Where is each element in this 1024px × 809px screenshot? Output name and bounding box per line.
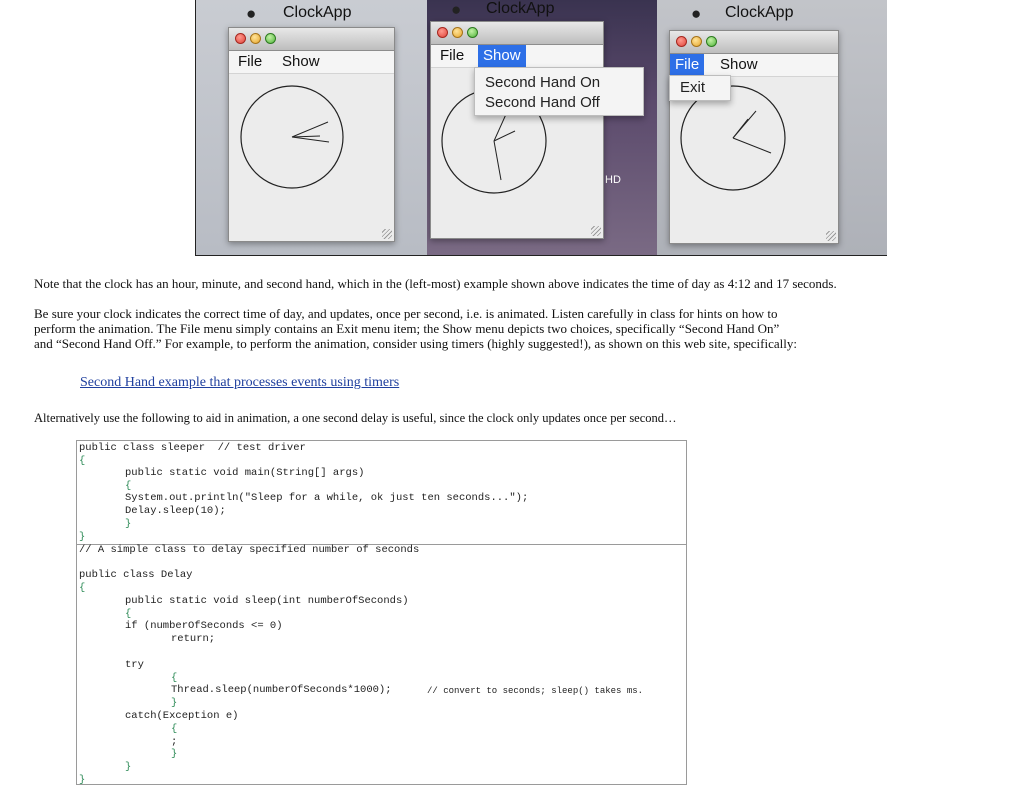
desktop-drive-label: HD [605,174,621,186]
menu-item-second-hand-on[interactable]: Second Hand On [485,74,601,91]
close-light-icon[interactable] [437,27,448,38]
clock-window-panel-2 [427,0,658,255]
code-line: if (numberOfSeconds <= 0) [125,620,283,632]
file-dropdown-menu [669,75,731,101]
paragraph-requirements-line-1: Be sure your clock indicates the correct time of day, and updates, once per second, i.e. is animated. Listen carefully in class for hints on how to [34,306,778,321]
apple-logo-icon[interactable]: ● [691,4,702,23]
resize-grip-icon[interactable] [826,231,836,241]
zoom-light-icon[interactable] [467,27,478,38]
code-line: public static void main(String[] args) [125,467,365,479]
window-titlebar[interactable] [670,31,838,54]
code-line: ; [171,736,178,748]
paragraph-alternative: Alternatively use the following to aid in animation, a one second delay is useful, since the clock only updates once per second… [34,411,677,425]
clock-window [430,21,604,239]
code-line: } [125,518,132,530]
code-line: Thread.sleep(numberOfSeconds*1000); [171,684,392,696]
zoom-light-icon[interactable] [265,33,276,44]
menu-file[interactable]: File [670,54,704,76]
menu-file[interactable]: File [440,47,465,64]
code-line: catch(Exception e) [125,710,239,722]
minimize-light-icon[interactable] [452,27,463,38]
code-line: public class sleeper // test driver [79,442,306,454]
code-comment-line: // A simple class to delay specified number of seconds [79,544,420,556]
menu-file[interactable]: File [238,53,263,70]
code-line: } [171,748,178,760]
apple-logo-icon[interactable]: ● [451,0,462,19]
close-light-icon[interactable] [676,36,687,47]
code-line: Delay.sleep(10); [125,505,226,517]
window-menubar [431,45,603,68]
paragraph-requirements-line-3: and “Second Hand Off.” For example, to perform the animation, consider using timers (highly suggested!), as shown on this web site, specifically: [34,336,797,351]
code-listing [76,440,687,785]
app-name[interactable]: ClockApp [283,4,352,21]
resize-grip-icon[interactable] [591,226,601,236]
app-menubar [657,0,887,28]
show-dropdown-menu [474,67,644,116]
clock-window-panel-1 [196,0,428,255]
close-light-icon[interactable] [235,33,246,44]
menu-show[interactable]: Show [720,56,758,73]
window-menubar [229,51,394,74]
window-titlebar[interactable] [229,28,394,51]
code-line: try [125,659,144,671]
app-menubar [196,0,427,28]
minimize-light-icon[interactable] [691,36,702,47]
code-line: } [171,697,178,709]
code-line: } [79,774,86,785]
screenshot-strip [195,0,887,256]
code-line: { [171,723,178,735]
menu-item-second-hand-off[interactable]: Second Hand Off [485,94,600,111]
code-line: public class Delay [79,569,193,581]
app-name[interactable]: ClockApp [725,4,794,21]
code-line: } [79,531,86,543]
zoom-light-icon[interactable] [706,36,717,47]
code-line: public static void sleep(int numberOfSeconds) [125,595,409,607]
code-line: } [125,761,132,773]
menu-show[interactable]: Show [282,53,320,70]
menu-show[interactable]: Show [478,45,526,67]
code-line: System.out.println("Sleep for a while, ok just ten seconds..."); [125,492,529,504]
clock-face-icon [235,80,350,195]
code-line: return; [171,633,216,645]
window-titlebar[interactable] [431,22,603,45]
code-line: { [171,672,178,684]
clock-window-panel-3 [657,0,887,255]
code-inline-comment: // convert to seconds; sleep() takes ms. [427,686,644,696]
minimize-light-icon[interactable] [250,33,261,44]
window-menubar [670,54,838,77]
app-name[interactable]: ClockApp [486,0,555,17]
menu-item-exit[interactable]: Exit [680,79,706,96]
clock-window [228,27,395,242]
code-line: { [125,480,132,492]
code-line: { [79,455,86,467]
apple-logo-icon[interactable]: ● [246,4,257,23]
resize-grip-icon[interactable] [382,229,392,239]
timer-example-link[interactable]: Second Hand example that processes events using timers [80,375,400,390]
code-line: { [79,582,86,594]
paragraph-clock-description: Note that the clock has an hour, minute, and second hand, which in the (left-most) example shown above indicates the time of day as 4:12 and 17 seconds. [34,276,837,291]
paragraph-requirements-line-2: perform the animation. The File menu simply contains an Exit menu item; the Show menu depicts two choices, specifically “Second Hand On” [34,321,780,336]
code-line: { [125,608,132,620]
clock-window [669,30,839,244]
